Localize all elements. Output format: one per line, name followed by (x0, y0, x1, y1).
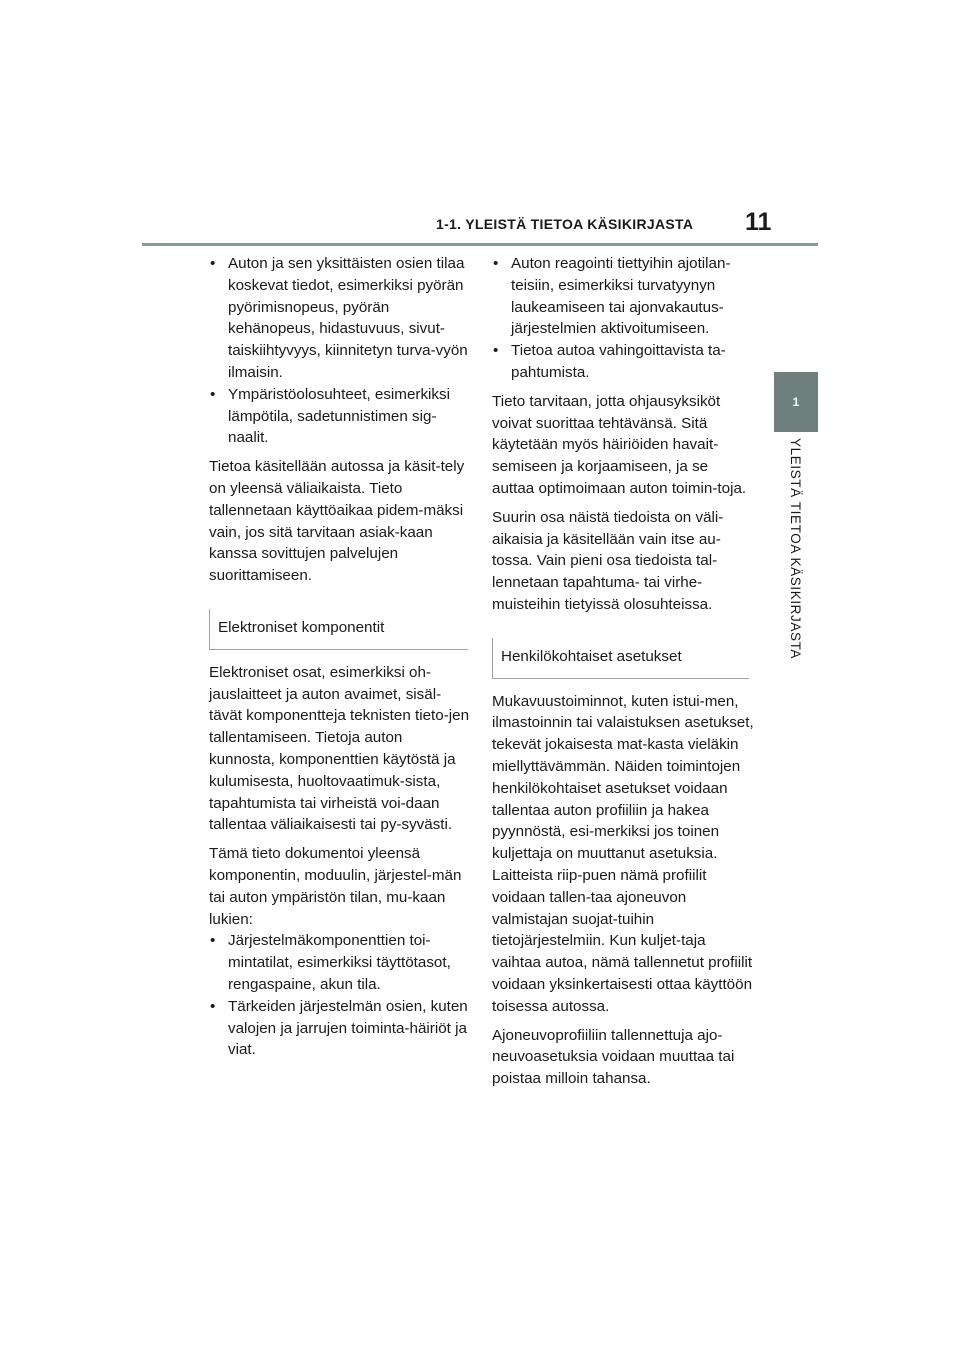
bullet-marker: • (493, 255, 499, 272)
bullet-marker: • (493, 342, 499, 360)
list-item-text: Järjestelmäkomponenttien toi-mintatilat, esimerkiksi täyttötasot, rengaspaine, akun tila. (228, 932, 451, 993)
bullet-list (209, 253, 471, 449)
paragraph: Tietoa käsitellään autossa ja käsit-tely on yleensä väliaikaista. Tieto tallennetaan käyttöaikaa pidem-mäksi vain, jos sitä tarvitaan asiak-kaan kanssa sovittujen palvelujen suorittamiseen. (209, 458, 465, 585)
running-header-title: 1-1. YLEISTÄ TIETOA KÄSIKIRJASTA (436, 216, 694, 232)
paragraph: Tämä tieto dokumentoi yleensä komponentin, moduulin, järjestel-män tai auton ympäristön tilan, mu-kaan lukien: (209, 845, 462, 928)
paragraph: Ajoneuvoprofiiliin tallennettuja ajo-neuvoasetuksia voidaan muuttaa tai poistaa milloin tahansa. (492, 1026, 735, 1088)
page-number: 11 (745, 208, 772, 236)
list-item-text: Tietoa autoa vahingoittavista ta-pahtumista. (511, 342, 726, 381)
section-heading: Henkilökohtaiset asetukset (501, 647, 682, 665)
section-heading-box (492, 638, 749, 679)
paragraph: Tieto tarvitaan, jotta ohjausyksiköt voivat suorittaa tehtävänsä. Sitä käytetään myös häiriöiden havait-semiseen ja korjaamiseen, ja se auttaa optimoimaan auton toimin-toja. (492, 392, 747, 497)
list-item-text: Auton ja sen yksittäisten osien tilaa koskevat tiedot, esimerkiksi pyörän pyörimisnopeus, pyörän kehänopeus, hidastuvuus, sivut-taiskiihtyvyys, kiinnitetyn turva-vyön ilmaisin. (228, 255, 468, 381)
list-item (209, 384, 471, 449)
header-divider (142, 243, 818, 246)
list-item-text: Ympäristöolosuhteet, esimerkiksi lämpötila, sadetunnistimen sig-naalit. (228, 385, 450, 447)
section-heading: Elektroniset komponentit (218, 618, 385, 636)
paragraph: Mukavuustoiminnot, kuten istui-men, ilmastoinnin tai valaistuksen asetukset, tekevät jokaisesta mat-kasta vieläkin miellyttävämmän. Näiden toimintojen henkilökohtaiset asetukset voidaan tallentaa auton profiiliin ja hakea pyynnöstä, esi-merkiksi jos toinen kuljettaja on muuttanut asetuksia. Laitteista riip-puen nämä profiilit voidaan tallen-taa ajoneuvon valmistajan suojat-tuihin tietojärjestelmiin. Kun kuljet-taja vaihtaa autoa, nämä tallennetut profiilit voidaan yksinkertaisesti ottaa käyttöön toisessa autossa. (492, 692, 754, 1015)
bullet-marker: • (210, 255, 216, 272)
bullet-list (209, 930, 471, 1061)
right-column (492, 253, 754, 1097)
list-item (492, 253, 754, 340)
bullet-marker: • (210, 385, 216, 403)
list-item (209, 930, 471, 995)
bullet-list (492, 253, 754, 384)
bullet-marker: • (210, 932, 216, 950)
paragraph: Elektroniset osat, esimerkiksi oh-jauslaitteet ja auton avaimet, sisäl-tävät komponentteja teknisten tieto-jen tallentamiseen. Tietoja auton kunnosta, komponenttien käytöstä ja kulumisesta, huoltovaatimuk-sista, tapahtumista tai virheistä voi-daan tallentaa väliaikaisesti tai py-syvästi. (209, 663, 470, 834)
paragraph: Suurin osa näistä tiedoista on väli-aikaisia ja käsitellään vain itse au-tossa. Vain pieni osa tiedoista tal-lennetaan tapahtuma- tai virhe-muisteihin tietyissä olosuhteissa. (492, 508, 724, 613)
chapter-side-label: YLEISTÄ TIETOA KÄSIKIRJASTA (788, 438, 803, 660)
list-item-text: Auton reagointi tiettyihin ajotilan-teisiin, esimerkiksi turvatyynyn laukeamiseen tai ajonvakautus-järjestelmien aktivoitumiseen. (511, 255, 731, 338)
list-item-text: Tärkeiden järjestelmän osien, kuten valojen ja jarrujen toiminta-häiriöt ja viat. (228, 997, 468, 1059)
bullet-marker: • (210, 997, 216, 1015)
chapter-tab: 1 (774, 372, 818, 432)
section-heading-box (209, 609, 468, 650)
list-item (209, 253, 471, 384)
list-item (492, 340, 754, 384)
left-column (209, 253, 471, 1068)
list-item (209, 996, 471, 1061)
